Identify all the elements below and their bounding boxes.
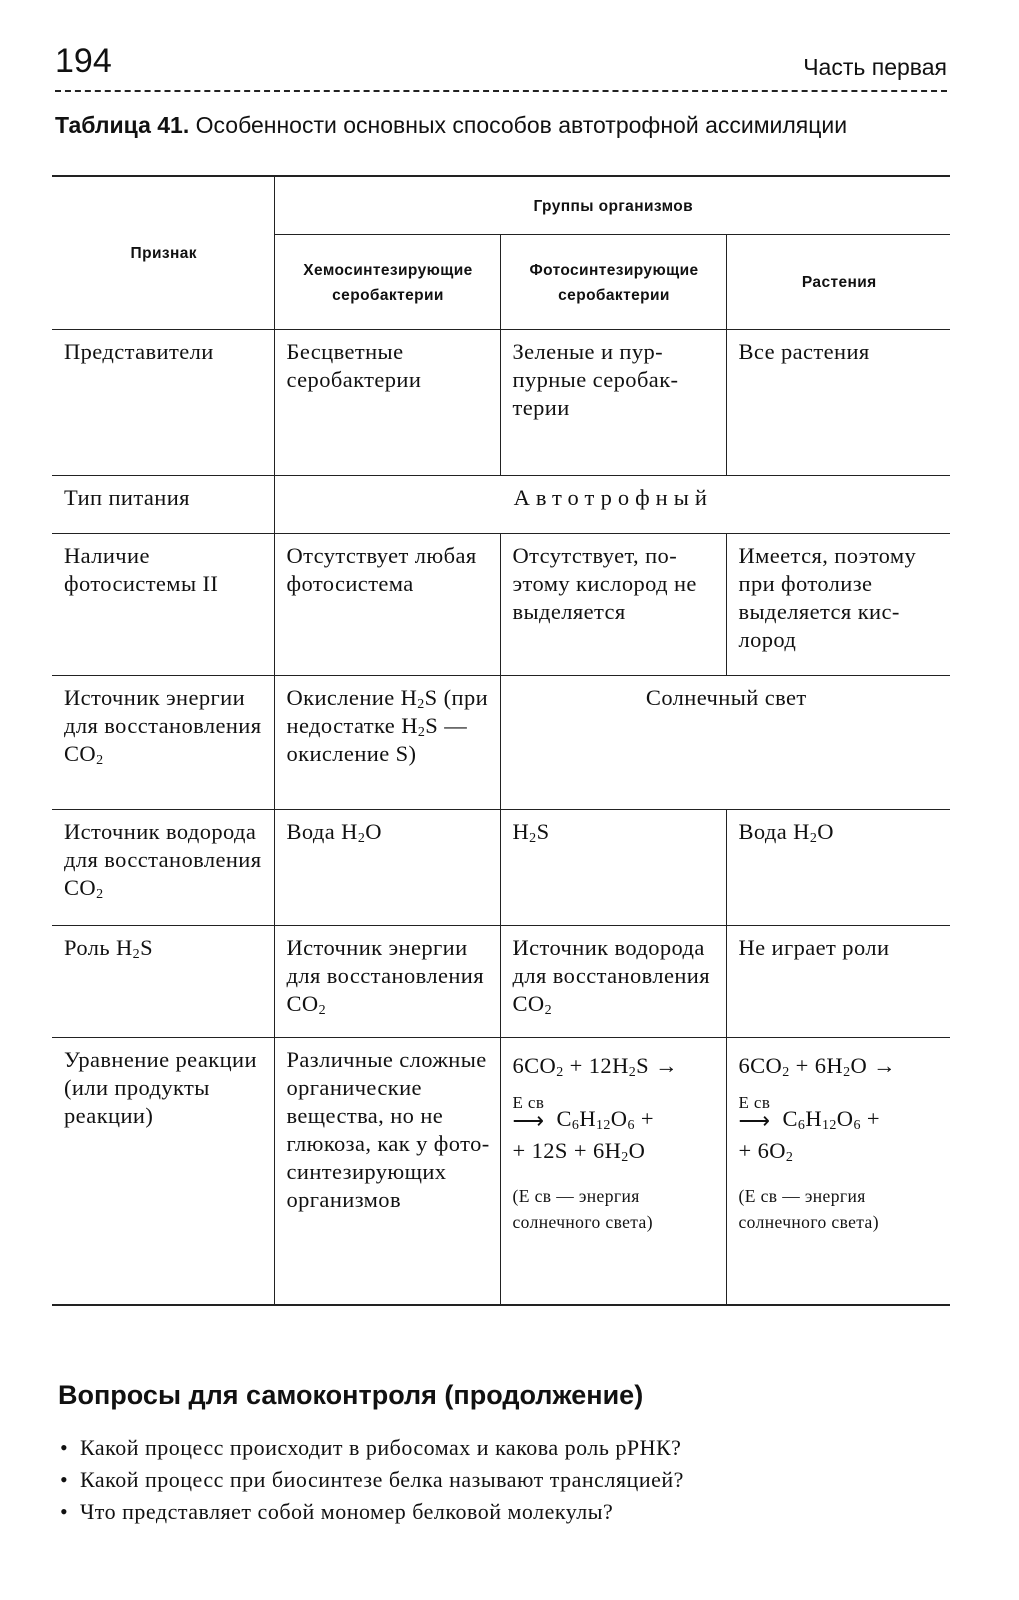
table-row [52,533,950,675]
table-cell: Различные сложные органические вещества, но не глюкоза, как у фотосинтезирующих организмов [274,1037,500,1305]
header-photosynthetic: Фотосинтезирующие серобактерии [500,234,726,329]
table-row [52,329,950,475]
list-item: • Что представляет собой мономер белковой молекулы? [58,1496,684,1528]
table-cell: Окисление $H_2S$ (при недостатке $H_2S$ — окисление S) [274,675,500,809]
table-header-row [52,176,950,234]
sunlight-cell: Солнечный свет [500,675,950,809]
row-label-hydrogen: Источник водорода для восстановления $CO_2$ [52,809,274,925]
row-label-equation: Уравнение реакции (или продукты реакции) [52,1037,274,1305]
reaction-arrow-icon: E св ⟶ [738,1092,771,1133]
equation-photosynthesis-cell [726,1037,950,1305]
nutrition-type-cell: Автотрофный [274,475,950,533]
list-item: • Какой процесс при биосинтезе белка называют трансляцией? [58,1464,684,1496]
table-cell: Отсутствует любая фотосистема [274,533,500,675]
equation-line: $6CO_2 + 6H_2O$ → [738,1052,897,1080]
equation-line: + $6O_2$ [738,1137,794,1165]
bullet-icon: • [60,1467,69,1492]
table-row [52,809,950,925]
page-header [55,40,947,92]
row-label-h2s-role: Роль $H_2S$ [52,925,274,1037]
reaction-arrow-icon: E св ⟶ [512,1092,545,1133]
table-row [52,925,950,1037]
bullet-icon: • [60,1499,69,1524]
table-cell: Все растения [726,329,950,475]
table-caption-text: Особенности основных способов автотрофной ассимиляции [195,112,848,138]
table-cell: Зеленые и пурпурные серобактерии [500,329,726,475]
table-cell: Бесцветные серобактерии [274,329,500,475]
table-caption-label: Таблица 41. [55,112,190,138]
equation-line: + $12S + 6H_2O$ [512,1137,646,1165]
equation-chemosynthesis-cell [500,1037,726,1305]
row-label-representatives: Представители [52,329,274,475]
table-caption [55,112,935,139]
bullet-icon: • [60,1435,69,1460]
part-title: Часть первая [803,54,947,80]
equation-note: (E св — энергия солнечного света) [738,1185,879,1232]
equation-line: $6CO_2 + 12H_2S$ → [512,1052,678,1080]
table-cell: Вода $H_2O$ [274,809,500,925]
table-cell: Имеется, поэтому при фотолизе выделяется кислород [726,533,950,675]
equation-note: (E св — энергия солнечного света) [512,1185,653,1232]
table-cell: Источник энергии для восстановления $CO_2$ [274,925,500,1037]
row-label-energy: Источник энергии для восстановления $CO_2$ [52,675,274,809]
questions-title: Вопросы для самоконтроля (продолжение) [58,1380,644,1410]
equation-line: E св ⟶ $C_6H_{12}O_6$ + [512,1092,654,1133]
page-number: 194 [55,42,112,80]
row-label-photosystem: Наличие фотосистемы II [52,533,274,675]
table-cell: $H_2S$ [500,809,726,925]
table-row [52,675,950,809]
header-feature: Признак [52,176,274,329]
header-divider [55,90,947,92]
table-cell: Вода $H_2O$ [726,809,950,925]
header-chemosynthetic: Хемосинтезирующие серобактерии [274,234,500,329]
header-groups: Группы организмов [274,176,950,234]
autotrophic-assimilation-table [52,175,950,1306]
table-row [52,1037,950,1305]
table-cell: Отсутствует, поэтому кислород не выделяется [500,533,726,675]
row-label-nutrition: Тип питания [52,475,274,533]
table-row [52,475,950,533]
questions-list [58,1432,684,1528]
table-cell: Не играет роли [726,925,950,1037]
list-item: • Какой процесс происходит в рибосомах и какова роль рРНК? [58,1432,684,1464]
header-plants: Растения [726,234,950,329]
table-cell: Источник водорода для восстановления $CO_2$ [500,925,726,1037]
equation-line: E св ⟶ $C_6H_{12}O_6$ + [738,1092,880,1133]
